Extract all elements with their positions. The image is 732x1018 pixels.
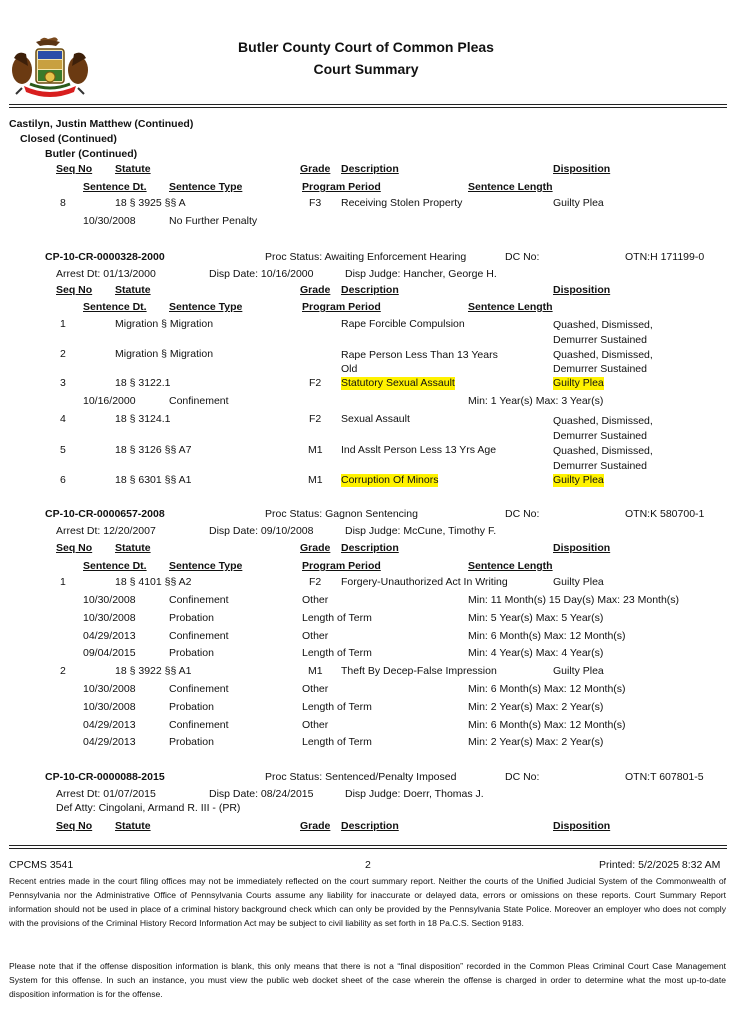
grade: F2 — [309, 576, 322, 588]
statute: Migration § Migration — [115, 318, 214, 330]
disposition-header: Disposition — [553, 820, 611, 832]
disp-judge: Disp Judge: McCune, Timothy F. — [345, 525, 497, 537]
disposition-cont: Demurrer Sustained — [553, 460, 647, 472]
program-period: Length of Term — [302, 612, 372, 624]
disp-date: Disp Date: 08/24/2015 — [209, 788, 314, 800]
sentence-length: Min: 11 Month(s) 15 Day(s) Max: 23 Month(s) — [468, 594, 680, 606]
sentence-type-header: Sentence Type — [169, 181, 243, 193]
disposition-header: Disposition — [553, 542, 611, 554]
program-period: Length of Term — [302, 701, 372, 713]
sentence-date-header: Sentence Dt. — [83, 301, 147, 313]
grade: M1 — [308, 474, 323, 486]
sentence-length: Min: 2 Year(s) Max: 2 Year(s) — [468, 701, 604, 713]
footer-divider — [9, 845, 727, 849]
sentence-length: Min: 5 Year(s) Max: 5 Year(s) — [468, 612, 604, 624]
sentence-date: 10/16/2000 — [83, 395, 136, 407]
program-period: Other — [302, 683, 329, 695]
proc-status: Proc Status: Gagnon Sentencing — [265, 508, 418, 520]
defendant-name: Castilyn, Justin Matthew (Continued) — [9, 118, 194, 130]
seq-header: Seq No — [56, 542, 93, 554]
sentence-length: Min: 6 Month(s) Max: 12 Month(s) — [468, 719, 626, 731]
grade: F3 — [309, 197, 322, 209]
disposition: Guilty Plea — [553, 197, 604, 209]
sentence-length: Min: 6 Month(s) Max: 12 Month(s) — [468, 683, 626, 695]
seq-no: 2 — [60, 665, 66, 677]
sentence-type: Confinement — [169, 719, 229, 731]
grade-header: Grade — [300, 284, 331, 296]
sentence-type: Confinement — [169, 395, 229, 407]
grade: M1 — [308, 665, 323, 677]
disposition-cont: Demurrer Sustained — [553, 430, 647, 442]
statute: 18 § 3122.1 — [115, 377, 171, 389]
statute-header: Statute — [115, 163, 151, 175]
county: Butler (Continued) — [45, 148, 138, 160]
page-number: 2 — [365, 859, 371, 871]
grade-header: Grade — [300, 163, 331, 175]
disposition-header: Disposition — [553, 163, 611, 175]
sentence-date: 10/30/2008 — [83, 594, 136, 606]
arrest-date: Arrest Dt: 12/20/2007 — [56, 525, 156, 537]
disposition-highlighted: Guilty Plea — [553, 377, 604, 389]
disposition-highlighted: Guilty Plea — [553, 474, 604, 486]
disp-judge: Disp Judge: Hancher, George H. — [345, 268, 497, 280]
description-header: Description — [341, 542, 399, 554]
disposition: Quashed, Dismissed, — [553, 445, 653, 457]
statute: 18 § 3126 §§ A7 — [115, 444, 192, 456]
program-period-header: Program Period — [302, 181, 381, 193]
sentence-date: 09/04/2015 — [83, 647, 136, 659]
statute: 18 § 3922 §§ A1 — [115, 665, 192, 677]
statute-header: Statute — [115, 820, 151, 832]
disp-judge: Disp Judge: Doerr, Thomas J. — [345, 788, 484, 800]
sentence-length: Min: 1 Year(s) Max: 3 Year(s) — [468, 395, 604, 407]
description-highlighted: Corruption Of Minors — [341, 474, 439, 486]
defense-attorney: Def Atty: Cingolani, Armand R. III - (PR) — [56, 802, 241, 814]
proc-status: Proc Status: Awaiting Enforcement Hearing — [265, 251, 467, 263]
seq-no: 2 — [60, 348, 66, 360]
docket-number: CP-10-CR-0000088-2015 — [45, 771, 165, 783]
sentence-type-header: Sentence Type — [169, 560, 243, 572]
statute: 18 § 4101 §§ A2 — [115, 576, 192, 588]
sentence-date: 10/30/2008 — [83, 215, 136, 227]
sentence-type: No Further Penalty — [169, 215, 258, 227]
program-period: Length of Term — [302, 647, 372, 659]
program-period: Other — [302, 719, 329, 731]
sentence-length: Min: 4 Year(s) Max: 4 Year(s) — [468, 647, 604, 659]
arrest-date: Arrest Dt: 01/13/2000 — [56, 268, 156, 280]
description: Sexual Assault — [341, 413, 410, 425]
arrest-date: Arrest Dt: 01/07/2015 — [56, 788, 156, 800]
printed-timestamp: Printed: 5/2/2025 8:32 AM — [599, 859, 721, 871]
statute: 18 § 3925 §§ A — [115, 197, 186, 209]
program-period-header: Program Period — [302, 301, 381, 313]
grade: M1 — [308, 444, 323, 456]
disposition: Guilty Plea — [553, 576, 604, 588]
sentence-date-header: Sentence Dt. — [83, 181, 147, 193]
sentence-date: 04/29/2013 — [83, 630, 136, 642]
form-number: CPCMS 3541 — [9, 859, 74, 871]
sentence-type-header: Sentence Type — [169, 301, 243, 313]
disposition-header: Disposition — [553, 284, 611, 296]
disposition: Guilty Plea — [553, 665, 604, 677]
sentence-type: Probation — [169, 736, 214, 748]
disposition: Quashed, Dismissed, — [553, 319, 653, 331]
court-title: Butler County Court of Common Pleas — [238, 39, 494, 55]
seq-no: 3 — [60, 377, 66, 389]
seq-header: Seq No — [56, 284, 93, 296]
sentence-length-header: Sentence Length — [468, 181, 553, 193]
statute: 18 § 6301 §§ A1 — [115, 474, 192, 486]
sentence-date: 04/29/2013 — [83, 719, 136, 731]
seq-no: 5 — [60, 444, 66, 456]
statute: Migration § Migration — [115, 348, 214, 360]
sentence-date: 10/30/2008 — [83, 683, 136, 695]
disclaimer-paragraph: Recent entries made in the court filing offices may not be immediately reflected on the court summary report. Neither the courts of the Unified Judicial System of the Commonwealth of Pennsylvania nor the Administrative Office of Pennsylvania Courts assume any liability for inaccurate or delayed data, errors or omissions on these reports. Court Summary Report information should not be used in place of a criminal history background check which can only be provided by the Pennsylvania State Police. Moreover an employer who does not comply with the provisions of the Criminal History Record Information Act may be subject to civil liability as set forth in 18 Pa.C.S. Section 9183. — [9, 876, 726, 928]
sentence-type: Probation — [169, 612, 214, 624]
docket-number: CP-10-CR-0000328-2000 — [45, 251, 165, 263]
seq-no: 6 — [60, 474, 66, 486]
sentence-type: Confinement — [169, 683, 229, 695]
disposition: Quashed, Dismissed, — [553, 349, 653, 361]
sentence-type: Confinement — [169, 630, 229, 642]
sentence-date: 04/29/2013 — [83, 736, 136, 748]
case-status: Closed (Continued) — [20, 133, 117, 145]
disp-date: Disp Date: 09/10/2008 — [209, 525, 314, 537]
header-divider — [9, 104, 727, 108]
otn: OTN:T 607801-5 — [625, 771, 704, 783]
seq-no: 8 — [60, 197, 66, 209]
disposition-cont: Demurrer Sustained — [553, 334, 647, 346]
disposition-note: Please note that if the offense disposition information is blank, this only means that there is not a “final disposition” recorded in the Common Pleas Criminal Court Case Management System for this offense. In such an instance, you must view the public web docket sheet of the case wherein the offense is charged in order to determine what the most up-to-date disposition information is for the offense. — [9, 961, 726, 999]
sentence-type: Confinement — [169, 594, 229, 606]
description-header: Description — [341, 820, 399, 832]
statute-header: Statute — [115, 284, 151, 296]
description: Theft By Decep-False Impression — [341, 665, 497, 677]
otn: OTN:H 171199-0 — [625, 251, 705, 263]
program-period-header: Program Period — [302, 560, 381, 572]
statute-header: Statute — [115, 542, 151, 554]
seq-no: 4 — [60, 413, 66, 425]
seq-header: Seq No — [56, 163, 93, 175]
description: Ind Asslt Person Less 13 Yrs Age — [341, 444, 497, 456]
grade-header: Grade — [300, 542, 331, 554]
description-cont: Old — [341, 363, 358, 375]
sentence-length-header: Sentence Length — [468, 560, 553, 572]
dc-no: DC No: — [505, 251, 540, 263]
grade: F2 — [309, 413, 322, 425]
dc-no: DC No: — [505, 771, 540, 783]
description-header: Description — [341, 284, 399, 296]
sentence-type: Probation — [169, 647, 214, 659]
report-title: Court Summary — [313, 61, 419, 77]
program-period: Other — [302, 594, 329, 606]
sentence-length-header: Sentence Length — [468, 301, 553, 313]
sentence-date: 10/30/2008 — [83, 612, 136, 624]
disp-date: Disp Date: 10/16/2000 — [209, 268, 314, 280]
seq-header: Seq No — [56, 820, 93, 832]
sentence-length: Min: 2 Year(s) Max: 2 Year(s) — [468, 736, 604, 748]
disposition: Quashed, Dismissed, — [553, 415, 653, 427]
description: Forgery-Unauthorized Act In Writing — [341, 576, 508, 588]
seq-no: 1 — [60, 576, 66, 588]
disposition-cont: Demurrer Sustained — [553, 363, 647, 375]
program-period: Other — [302, 630, 329, 642]
sentence-length: Min: 6 Month(s) Max: 12 Month(s) — [468, 630, 626, 642]
description: Rape Person Less Than 13 Years — [341, 349, 498, 361]
sentence-date: 10/30/2008 — [83, 701, 136, 713]
grade-header: Grade — [300, 820, 331, 832]
dc-no: DC No: — [505, 508, 540, 520]
sentence-type: Probation — [169, 701, 214, 713]
otn: OTN:K 580700-1 — [625, 508, 705, 520]
description-highlighted: Statutory Sexual Assault — [341, 377, 455, 389]
description-header: Description — [341, 163, 399, 175]
program-period: Length of Term — [302, 736, 372, 748]
statute: 18 § 3124.1 — [115, 413, 171, 425]
seq-no: 1 — [60, 318, 66, 330]
docket-number: CP-10-CR-0000657-2008 — [45, 508, 165, 520]
sentence-date-header: Sentence Dt. — [83, 560, 147, 572]
proc-status: Proc Status: Sentenced/Penalty Imposed — [265, 771, 457, 783]
description: Rape Forcible Compulsion — [341, 318, 465, 330]
grade: F2 — [309, 377, 322, 389]
description: Receiving Stolen Property — [341, 197, 463, 209]
